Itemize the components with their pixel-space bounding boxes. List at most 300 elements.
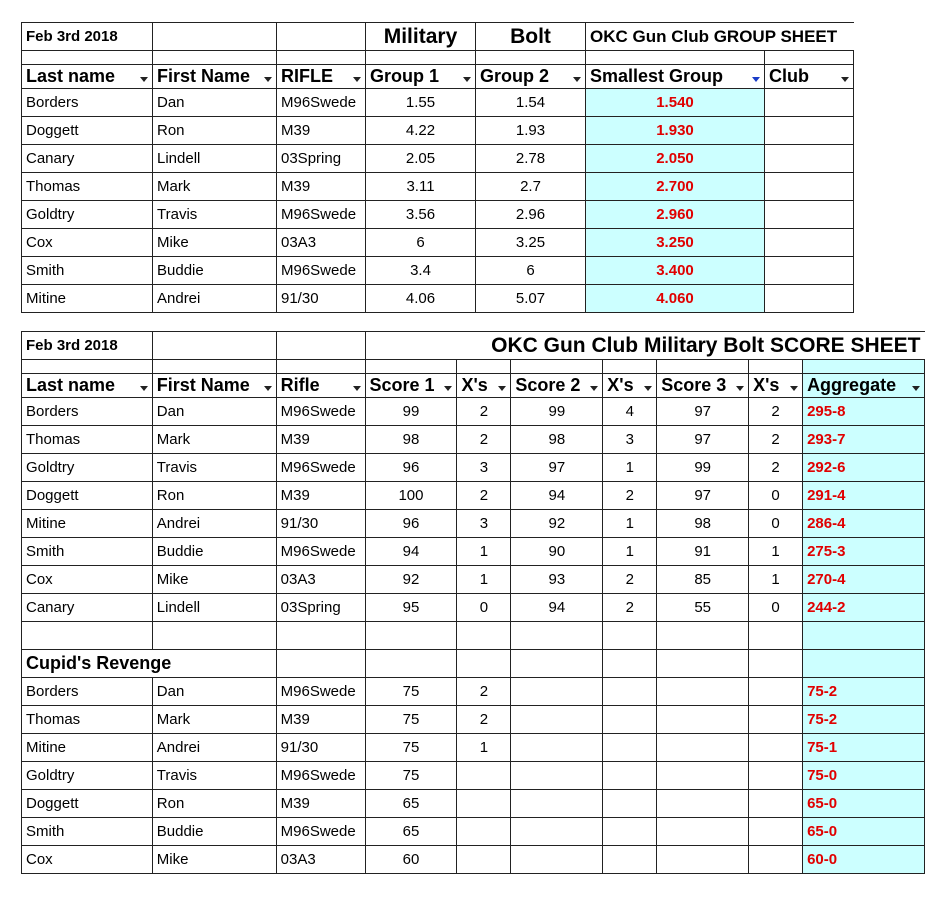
empty-cell bbox=[657, 622, 749, 650]
table-row bbox=[22, 89, 854, 117]
column-header[interactable]: First Name bbox=[153, 65, 277, 89]
cell-s2: 97 bbox=[511, 454, 603, 482]
empty-cell bbox=[603, 706, 657, 734]
cell-x3: 0 bbox=[749, 594, 803, 622]
cell-rifle: 03A3 bbox=[276, 846, 365, 874]
column-header[interactable]: Club bbox=[765, 65, 854, 89]
cell-last: Borders bbox=[22, 678, 153, 706]
empty-cell bbox=[511, 706, 603, 734]
cell-x1: 2 bbox=[457, 706, 511, 734]
cell-rifle: M96Swede bbox=[276, 678, 365, 706]
column-header[interactable]: X's bbox=[457, 374, 511, 398]
column-header[interactable]: Last name bbox=[22, 374, 153, 398]
table-row bbox=[22, 706, 925, 734]
empty-cell bbox=[803, 650, 925, 678]
empty-cell bbox=[457, 622, 511, 650]
score-sheet-table bbox=[21, 331, 925, 874]
cell-x3: 2 bbox=[749, 426, 803, 454]
cell-agg: 65-0 bbox=[803, 790, 925, 818]
filter-dropdown-icon[interactable] bbox=[790, 386, 798, 391]
cell-last: Mitine bbox=[22, 285, 153, 313]
cell-x2: 3 bbox=[603, 426, 657, 454]
cell-rifle: M39 bbox=[276, 706, 365, 734]
cell-last: Mitine bbox=[22, 734, 153, 762]
filter-dropdown-icon[interactable] bbox=[140, 77, 148, 82]
cell-g1: 2.05 bbox=[366, 145, 476, 173]
cell-s1: 96 bbox=[365, 454, 457, 482]
empty-cell bbox=[276, 622, 365, 650]
cell-rifle: M96Swede bbox=[276, 398, 365, 426]
cell-first: Mike bbox=[153, 229, 277, 257]
cell-last: Canary bbox=[22, 594, 153, 622]
empty-cell bbox=[803, 622, 925, 650]
column-header[interactable]: X's bbox=[749, 374, 803, 398]
empty-cell bbox=[365, 622, 457, 650]
table-row bbox=[22, 257, 854, 285]
empty-cell bbox=[749, 846, 803, 874]
cell-g1: 3.56 bbox=[366, 201, 476, 229]
table-row bbox=[22, 285, 854, 313]
empty-cell bbox=[603, 734, 657, 762]
cell-x1: 2 bbox=[457, 426, 511, 454]
column-header[interactable]: Score 3 bbox=[657, 374, 749, 398]
cell-x1 bbox=[457, 846, 511, 874]
cell-x2: 2 bbox=[603, 594, 657, 622]
cell-rifle: 03Spring bbox=[276, 594, 365, 622]
cell-first: Mark bbox=[153, 173, 277, 201]
cell-club bbox=[765, 173, 854, 201]
filter-dropdown-icon[interactable] bbox=[353, 386, 361, 391]
empty-cell bbox=[657, 678, 749, 706]
cell-first: Mike bbox=[152, 846, 276, 874]
empty-cell bbox=[603, 762, 657, 790]
table-row bbox=[22, 818, 925, 846]
cell-x1 bbox=[457, 790, 511, 818]
cell-last: Mitine bbox=[22, 510, 153, 538]
cell-smallest: 1.540 bbox=[586, 89, 765, 117]
table-row bbox=[22, 762, 925, 790]
blank-row bbox=[22, 622, 925, 650]
group-sheet-table bbox=[21, 22, 854, 313]
cell-agg: 75-2 bbox=[803, 706, 925, 734]
cell-first: Dan bbox=[152, 398, 276, 426]
cell-x2: 1 bbox=[603, 454, 657, 482]
cell-agg: 75-1 bbox=[803, 734, 925, 762]
cell-x3: 0 bbox=[749, 482, 803, 510]
cell-s1: 75 bbox=[365, 734, 457, 762]
empty-cell bbox=[749, 706, 803, 734]
empty-cell bbox=[603, 818, 657, 846]
cell-g1: 1.55 bbox=[366, 89, 476, 117]
cell-club bbox=[765, 89, 854, 117]
cell-agg: 60-0 bbox=[803, 846, 925, 874]
cell-first: Ron bbox=[152, 482, 276, 510]
cell-agg: 286-4 bbox=[803, 510, 925, 538]
cell-x2: 1 bbox=[603, 510, 657, 538]
empty-cell bbox=[276, 332, 365, 360]
table-row bbox=[22, 201, 854, 229]
cell-first: Mark bbox=[152, 706, 276, 734]
empty-cell bbox=[276, 650, 365, 678]
cell-s1: 75 bbox=[365, 762, 457, 790]
cell-rifle: 91/30 bbox=[277, 285, 366, 313]
cell-smallest: 2.700 bbox=[586, 173, 765, 201]
cell-g2: 5.07 bbox=[476, 285, 586, 313]
cell-s1: 96 bbox=[365, 510, 457, 538]
cell-s3: 98 bbox=[657, 510, 749, 538]
cell-rifle: 03Spring bbox=[277, 145, 366, 173]
column-header[interactable]: Last name bbox=[22, 65, 153, 89]
cell-x1 bbox=[457, 762, 511, 790]
cell-first: Lindell bbox=[152, 594, 276, 622]
cell-s1: 65 bbox=[365, 790, 457, 818]
cell-g1: 3.11 bbox=[366, 173, 476, 201]
cell-s3: 97 bbox=[657, 426, 749, 454]
cell-rifle: M96Swede bbox=[277, 89, 366, 117]
cell-rifle: M96Swede bbox=[276, 538, 365, 566]
cell-last: Cox bbox=[22, 566, 153, 594]
filter-dropdown-icon[interactable] bbox=[140, 386, 148, 391]
cell-agg: 292-6 bbox=[803, 454, 925, 482]
cell-x2: 1 bbox=[603, 538, 657, 566]
empty-cell bbox=[277, 23, 366, 51]
cell-rifle: M39 bbox=[277, 173, 366, 201]
filter-dropdown-icon[interactable] bbox=[444, 386, 452, 391]
filter-dropdown-icon[interactable] bbox=[498, 386, 506, 391]
cell-first: Andrei bbox=[153, 285, 277, 313]
cell-s1: 99 bbox=[365, 398, 457, 426]
cell-rifle: M96Swede bbox=[276, 818, 365, 846]
cell-first: Dan bbox=[152, 678, 276, 706]
cell-club bbox=[765, 257, 854, 285]
empty-cell bbox=[657, 762, 749, 790]
score-sheet-body bbox=[22, 332, 925, 874]
column-header[interactable]: Smallest Group bbox=[586, 65, 765, 89]
filter-dropdown-icon[interactable] bbox=[912, 386, 920, 391]
empty-cell bbox=[603, 790, 657, 818]
cell-last: Smith bbox=[22, 257, 153, 285]
table-row bbox=[22, 594, 925, 622]
empty-cell bbox=[603, 678, 657, 706]
cell-first: Dan bbox=[153, 89, 277, 117]
cell-s2: 93 bbox=[511, 566, 603, 594]
score-sheet-date: Feb 3rd 2018 bbox=[22, 332, 153, 360]
cell-x1: 2 bbox=[457, 398, 511, 426]
cell-x1 bbox=[457, 818, 511, 846]
filter-dropdown-icon[interactable] bbox=[264, 386, 272, 391]
cell-agg: 293-7 bbox=[803, 426, 925, 454]
empty-cell bbox=[749, 650, 803, 678]
cell-last: Cox bbox=[22, 846, 153, 874]
cell-x3: 1 bbox=[749, 538, 803, 566]
cell-x3: 2 bbox=[749, 454, 803, 482]
table-row bbox=[22, 482, 925, 510]
filter-dropdown-icon[interactable] bbox=[463, 77, 471, 82]
empty-cell bbox=[153, 23, 277, 51]
empty-cell bbox=[511, 818, 603, 846]
cell-agg: 275-3 bbox=[803, 538, 925, 566]
cell-first: Travis bbox=[152, 454, 276, 482]
cell-rifle: M96Swede bbox=[276, 454, 365, 482]
cell-first: Buddie bbox=[152, 818, 276, 846]
score-sheet-title: OKC Gun Club Military Bolt SCORE SHEET bbox=[365, 332, 924, 360]
cell-rifle: M39 bbox=[276, 790, 365, 818]
cell-x1: 3 bbox=[457, 510, 511, 538]
table-row bbox=[22, 734, 925, 762]
cell-g1: 4.06 bbox=[366, 285, 476, 313]
cell-first: Mark bbox=[152, 426, 276, 454]
cell-x1: 1 bbox=[457, 538, 511, 566]
cell-g2: 6 bbox=[476, 257, 586, 285]
cell-x3: 2 bbox=[749, 398, 803, 426]
empty-cell bbox=[657, 846, 749, 874]
cell-g2: 3.25 bbox=[476, 229, 586, 257]
empty-cell bbox=[749, 678, 803, 706]
spacer-row bbox=[22, 360, 925, 374]
cell-first: Ron bbox=[152, 790, 276, 818]
table-row bbox=[22, 846, 925, 874]
empty-cell bbox=[657, 650, 749, 678]
cell-smallest: 2.960 bbox=[586, 201, 765, 229]
filter-dropdown-icon[interactable] bbox=[264, 77, 272, 82]
column-header[interactable]: Score 2 bbox=[511, 374, 603, 398]
cell-g2: 2.78 bbox=[476, 145, 586, 173]
empty-cell bbox=[152, 622, 276, 650]
spacer-row bbox=[22, 51, 854, 65]
cell-agg: 291-4 bbox=[803, 482, 925, 510]
cell-s1: 60 bbox=[365, 846, 457, 874]
empty-cell bbox=[152, 332, 276, 360]
filter-dropdown-icon[interactable] bbox=[353, 77, 361, 82]
cell-club bbox=[765, 117, 854, 145]
cell-last: Goldtry bbox=[22, 201, 153, 229]
empty-cell bbox=[657, 818, 749, 846]
group-sheet-title-military: Military bbox=[366, 23, 476, 51]
empty-cell bbox=[511, 622, 603, 650]
column-header[interactable]: Aggregate bbox=[803, 374, 925, 398]
group-sheet-title-row bbox=[22, 23, 854, 51]
table-row bbox=[22, 398, 925, 426]
cell-rifle: M39 bbox=[277, 117, 366, 145]
cell-first: Andrei bbox=[152, 510, 276, 538]
cell-s1: 95 bbox=[365, 594, 457, 622]
table-row bbox=[22, 678, 925, 706]
empty-cell bbox=[365, 650, 457, 678]
empty-cell bbox=[603, 650, 657, 678]
cell-club bbox=[765, 201, 854, 229]
cell-g1: 4.22 bbox=[366, 117, 476, 145]
cell-s3: 97 bbox=[657, 482, 749, 510]
column-header[interactable]: RIFLE bbox=[277, 65, 366, 89]
cell-s2: 90 bbox=[511, 538, 603, 566]
empty-cell bbox=[511, 650, 603, 678]
cell-last: Smith bbox=[22, 538, 153, 566]
cell-smallest: 1.930 bbox=[586, 117, 765, 145]
cell-x1: 2 bbox=[457, 482, 511, 510]
cell-first: Travis bbox=[153, 201, 277, 229]
cell-last: Cox bbox=[22, 229, 153, 257]
column-header[interactable]: Group 2 bbox=[476, 65, 586, 89]
cell-first: Ron bbox=[153, 117, 277, 145]
cupid-section-title: Cupid's Revenge bbox=[22, 650, 277, 678]
filter-dropdown-icon[interactable] bbox=[841, 77, 849, 82]
cell-s2: 94 bbox=[511, 482, 603, 510]
cell-s1: 98 bbox=[365, 426, 457, 454]
cell-rifle: 91/30 bbox=[276, 510, 365, 538]
cell-s3: 55 bbox=[657, 594, 749, 622]
group-sheet-body bbox=[22, 23, 854, 313]
cell-x2: 2 bbox=[603, 482, 657, 510]
table-row bbox=[22, 790, 925, 818]
cell-x3: 1 bbox=[749, 566, 803, 594]
cell-s2: 94 bbox=[511, 594, 603, 622]
table-row bbox=[22, 538, 925, 566]
empty-cell bbox=[749, 790, 803, 818]
empty-cell bbox=[657, 734, 749, 762]
cell-smallest: 3.250 bbox=[586, 229, 765, 257]
cell-g1: 6 bbox=[366, 229, 476, 257]
table-row bbox=[22, 229, 854, 257]
empty-cell bbox=[749, 622, 803, 650]
cell-s1: 100 bbox=[365, 482, 457, 510]
empty-cell bbox=[657, 790, 749, 818]
cell-x1: 1 bbox=[457, 566, 511, 594]
column-header[interactable]: Rifle bbox=[276, 374, 365, 398]
empty-cell bbox=[749, 734, 803, 762]
cell-g2: 1.93 bbox=[476, 117, 586, 145]
filter-dropdown-icon[interactable] bbox=[736, 386, 744, 391]
cell-agg: 270-4 bbox=[803, 566, 925, 594]
cell-last: Thomas bbox=[22, 426, 153, 454]
empty-cell bbox=[603, 622, 657, 650]
cell-g1: 3.4 bbox=[366, 257, 476, 285]
cell-club bbox=[765, 285, 854, 313]
cell-rifle: M39 bbox=[276, 426, 365, 454]
cell-rifle: 03A3 bbox=[276, 566, 365, 594]
cell-smallest: 3.400 bbox=[586, 257, 765, 285]
cell-club bbox=[765, 145, 854, 173]
cell-s1: 92 bbox=[365, 566, 457, 594]
group-sheet-title-bolt: Bolt bbox=[476, 23, 586, 51]
cell-rifle: M96Swede bbox=[277, 201, 366, 229]
cell-s2: 92 bbox=[511, 510, 603, 538]
empty-cell bbox=[511, 678, 603, 706]
empty-cell bbox=[511, 790, 603, 818]
cell-s1: 75 bbox=[365, 678, 457, 706]
column-header[interactable]: X's bbox=[603, 374, 657, 398]
cell-rifle: 03A3 bbox=[277, 229, 366, 257]
cell-x1: 3 bbox=[457, 454, 511, 482]
cell-s1: 65 bbox=[365, 818, 457, 846]
table-row bbox=[22, 510, 925, 538]
cell-s3: 85 bbox=[657, 566, 749, 594]
empty-cell bbox=[603, 846, 657, 874]
table-row bbox=[22, 566, 925, 594]
group-sheet-header-row bbox=[22, 65, 854, 89]
cell-club bbox=[765, 229, 854, 257]
empty-cell bbox=[457, 650, 511, 678]
cell-g2: 1.54 bbox=[476, 89, 586, 117]
cell-last: Smith bbox=[22, 818, 153, 846]
cell-rifle: M96Swede bbox=[277, 257, 366, 285]
filter-dropdown-icon[interactable] bbox=[573, 77, 581, 82]
cell-first: Andrei bbox=[152, 734, 276, 762]
empty-cell bbox=[511, 762, 603, 790]
empty-cell bbox=[511, 734, 603, 762]
cell-last: Thomas bbox=[22, 173, 153, 201]
score-sheet-title-row bbox=[22, 332, 925, 360]
cell-agg: 244-2 bbox=[803, 594, 925, 622]
cell-x2: 4 bbox=[603, 398, 657, 426]
cell-last: Doggett bbox=[22, 790, 153, 818]
cell-rifle: 91/30 bbox=[276, 734, 365, 762]
cupid-title-row bbox=[22, 650, 925, 678]
cell-s3: 97 bbox=[657, 398, 749, 426]
empty-cell bbox=[22, 622, 153, 650]
cell-s2: 98 bbox=[511, 426, 603, 454]
cell-agg: 75-0 bbox=[803, 762, 925, 790]
cell-last: Goldtry bbox=[22, 454, 153, 482]
group-sheet-title: OKC Gun Club GROUP SHEET bbox=[586, 23, 854, 51]
cell-x3: 0 bbox=[749, 510, 803, 538]
cell-last: Goldtry bbox=[22, 762, 153, 790]
empty-cell bbox=[749, 818, 803, 846]
table-row bbox=[22, 145, 854, 173]
cell-first: Mike bbox=[152, 566, 276, 594]
cell-agg: 65-0 bbox=[803, 818, 925, 846]
table-row bbox=[22, 454, 925, 482]
cell-rifle: M39 bbox=[276, 482, 365, 510]
cell-last: Borders bbox=[22, 398, 153, 426]
cell-g2: 2.7 bbox=[476, 173, 586, 201]
cell-first: Travis bbox=[152, 762, 276, 790]
cell-x1: 2 bbox=[457, 678, 511, 706]
empty-cell bbox=[657, 706, 749, 734]
cell-smallest: 2.050 bbox=[586, 145, 765, 173]
cell-last: Thomas bbox=[22, 706, 153, 734]
column-header[interactable]: Score 1 bbox=[365, 374, 457, 398]
column-header[interactable]: First Name bbox=[152, 374, 276, 398]
filter-dropdown-icon[interactable] bbox=[644, 386, 652, 391]
score-sheet-header-row bbox=[22, 374, 925, 398]
table-row bbox=[22, 117, 854, 145]
table-row bbox=[22, 173, 854, 201]
cell-smallest: 4.060 bbox=[586, 285, 765, 313]
cell-x2: 2 bbox=[603, 566, 657, 594]
cell-first: Buddie bbox=[152, 538, 276, 566]
empty-cell bbox=[511, 846, 603, 874]
cell-agg: 75-2 bbox=[803, 678, 925, 706]
cell-last: Borders bbox=[22, 89, 153, 117]
cell-rifle: M96Swede bbox=[276, 762, 365, 790]
cell-s3: 99 bbox=[657, 454, 749, 482]
empty-cell bbox=[749, 762, 803, 790]
cell-s1: 75 bbox=[365, 706, 457, 734]
cell-x1: 1 bbox=[457, 734, 511, 762]
column-header[interactable]: Group 1 bbox=[366, 65, 476, 89]
cell-agg: 295-8 bbox=[803, 398, 925, 426]
cell-last: Canary bbox=[22, 145, 153, 173]
filter-dropdown-icon[interactable] bbox=[590, 386, 598, 391]
cell-s3: 91 bbox=[657, 538, 749, 566]
cell-g2: 2.96 bbox=[476, 201, 586, 229]
filter-dropdown-icon[interactable] bbox=[752, 77, 760, 82]
group-sheet-date: Feb 3rd 2018 bbox=[22, 23, 153, 51]
cell-first: Lindell bbox=[153, 145, 277, 173]
cell-last: Doggett bbox=[22, 117, 153, 145]
cell-x1: 0 bbox=[457, 594, 511, 622]
cell-first: Buddie bbox=[153, 257, 277, 285]
